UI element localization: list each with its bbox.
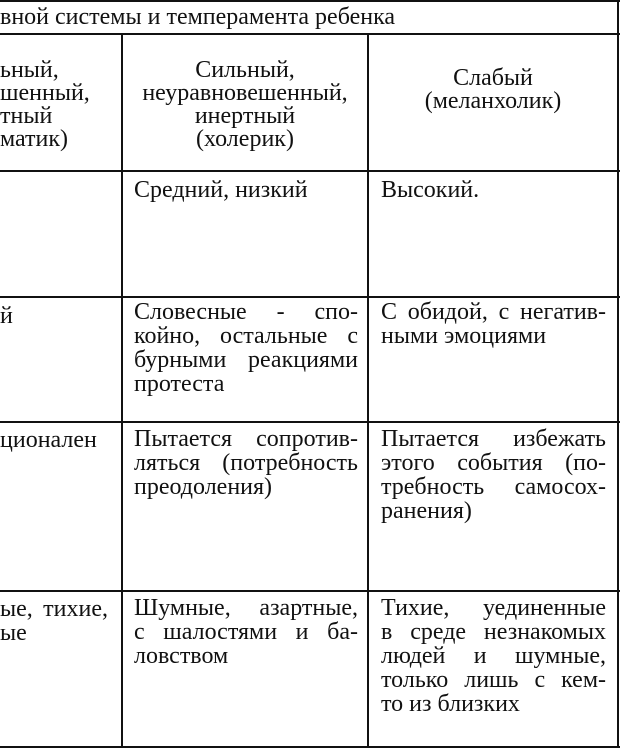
- row4-col3-line5: то из близких: [381, 691, 520, 717]
- row4-col1-line2: ые: [0, 620, 27, 646]
- row4-col3-line4: только лишь с кем-: [381, 667, 606, 693]
- row3-col3-line1: Пытается избежать: [381, 426, 606, 452]
- row3-col2-line3: преодоления): [134, 474, 273, 500]
- row4-col2-line1: Шумные, азартные,: [134, 595, 358, 621]
- header-col1-line1: ьный,: [0, 57, 59, 83]
- title-bottom-border: [0, 33, 620, 35]
- table-title: вной системы и темперамента ребенка: [0, 4, 396, 30]
- row3-col2-line2: ляться (потребность: [134, 450, 358, 476]
- row3-col3: [381, 427, 606, 523]
- row1-col2-line1: Средний, низкий: [134, 177, 308, 203]
- row4-col2-line2: с шалостями и ба-: [134, 619, 358, 645]
- row3-col3-line4: ранения): [381, 498, 472, 524]
- row2-col2-line4: протеста: [134, 371, 225, 397]
- row2-col2: [134, 300, 358, 396]
- row4-col2: [134, 596, 358, 668]
- row4-col3-line2: в среде незнакомых: [381, 619, 606, 645]
- row2-col2-line2: койно, остальные с: [134, 323, 358, 349]
- row4-col3-line3: людей и шумные,: [381, 643, 606, 669]
- row2-bottom-border: [0, 421, 620, 423]
- header-col3-line1: Слабый: [453, 65, 533, 91]
- row2-col3-line1: С обидой, с негатив-: [381, 299, 606, 325]
- header-col1-line2: шенный,: [0, 80, 90, 106]
- row3-col2: [134, 427, 358, 499]
- header-col2-line3: инертный: [194, 103, 296, 129]
- header-bottom-border: [0, 170, 620, 172]
- header-col1-line3: тный: [0, 103, 53, 129]
- header-col2-line1: Сильный,: [195, 57, 295, 83]
- row2-col2-line1: Словесные - спо-: [134, 299, 358, 325]
- row4-col1-line1: ые, тихие,: [0, 596, 108, 622]
- row1-col3-line1: Высокий.: [381, 177, 480, 203]
- row2-col2-line3: бурными реакциями: [134, 347, 358, 373]
- header-col1-line4: матик): [0, 126, 69, 152]
- table-right-border: [617, 0, 619, 748]
- table-bottom-border: [0, 746, 620, 748]
- row3-col3-line3: требность самосох-: [381, 474, 606, 500]
- row2-col1-line1: й: [0, 303, 13, 329]
- row4-col1: [0, 597, 108, 645]
- row4-col3: [381, 596, 606, 716]
- header-col2-line2: неуравновешенный,: [142, 80, 348, 106]
- table-top-border: [0, 0, 620, 2]
- row1-bottom-border: [0, 296, 620, 298]
- row2-col3-line2: ными эмоциями: [381, 323, 547, 349]
- header-col2-line4: (холерик): [196, 126, 294, 152]
- row1-col3: [381, 178, 606, 202]
- row3-bottom-border: [0, 590, 620, 592]
- row3-col1-line1: ционален: [0, 427, 97, 453]
- row4-col2-line3: ловством: [134, 643, 229, 669]
- row3-col3-line2: этого события (по-: [381, 450, 606, 476]
- column-divider-2: [367, 34, 369, 748]
- row2-col3: [381, 300, 606, 348]
- row1-col2: [134, 178, 358, 202]
- header-col3-line2: (меланхолик): [424, 88, 562, 114]
- row3-col2-line1: Пытается сопротив-: [134, 426, 358, 452]
- row4-col3-line1: Тихие, уединенные: [381, 595, 606, 621]
